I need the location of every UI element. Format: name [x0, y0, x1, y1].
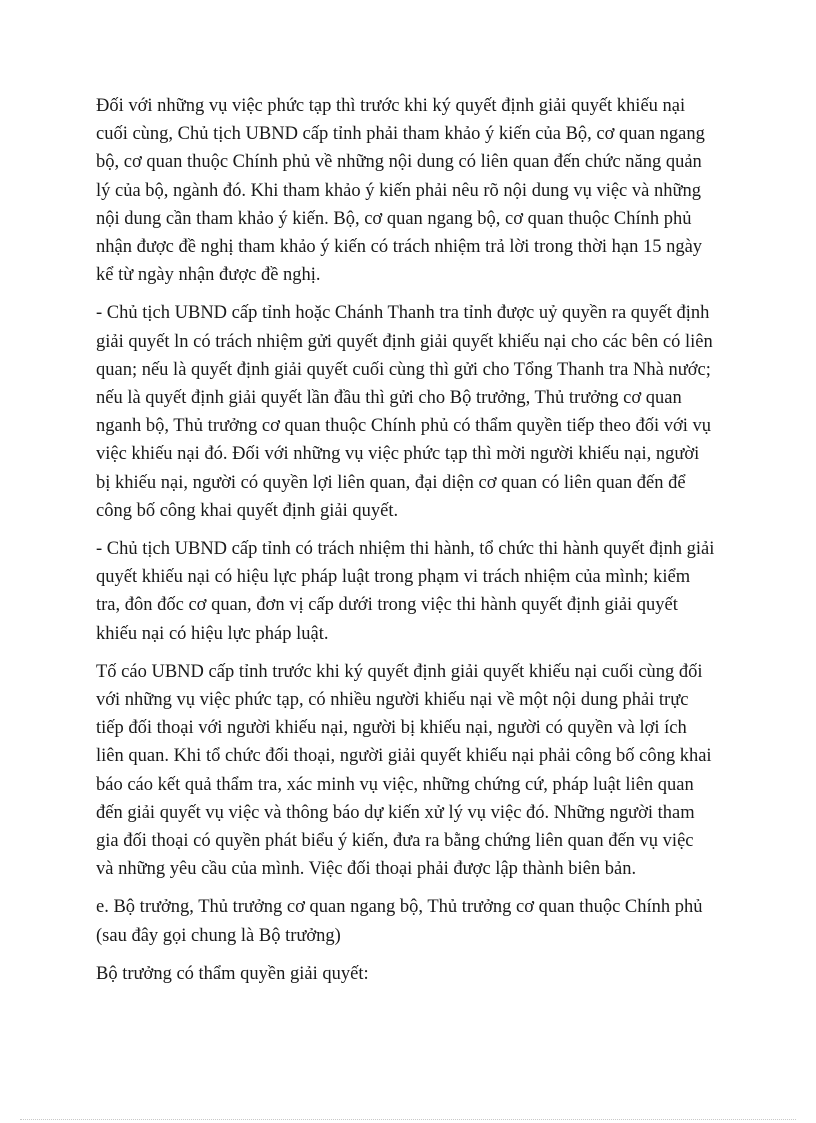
text-line: quyết khiếu nại có hiệu lực pháp luật trong phạm vi trách nhiệm của mình; kiểm	[96, 567, 691, 588]
text-line: - Chủ tịch UBND cấp tỉnh hoặc Chánh Thanh tra tỉnh được uỷ quyền ra quyết định	[96, 303, 710, 324]
text-line: lý của bộ, ngành đó. Khi tham khảo ý kiến phải nêu rõ nội dung vụ việc và những	[96, 180, 701, 201]
text-line: nhận được đề nghị tham khảo ý kiến có trách nhiệm trả lời trong thời hạn 15 ngày	[96, 237, 703, 258]
text-line: nếu là quyết định giải quyết lần đầu thì gửi cho Bộ trưởng, Thủ trưởng cơ quan	[96, 388, 682, 409]
document-body	[96, 92, 724, 998]
text-line: việc khiếu nại đó. Đối với những vụ việc phức tạp thì mời người khiếu nại, người	[96, 444, 700, 465]
paragraph-enforcement	[96, 535, 724, 648]
text-line: kể từ ngày nhận được đề nghị.	[96, 265, 321, 286]
text-line: tiếp đối thoại với người khiếu nại, người bị khiếu nại, người có quyền và lợi ích	[96, 718, 687, 739]
text-line: - Chủ tịch UBND cấp tỉnh có trách nhiệm thi hành, tổ chức thi hành quyết định giải	[96, 539, 715, 560]
text-line: khiếu nại có hiệu lực pháp luật.	[96, 623, 329, 644]
text-line: giải quyết ln có trách nhiệm gửi quyết định giải quyết khiếu nại cho các bên có liên	[96, 331, 713, 352]
text-line: quan; nếu là quyết định giải quyết cuối cùng thì gửi cho Tổng Thanh tra Nhà nước;	[96, 359, 711, 380]
text-line: (sau đây gọi chung là Bộ trưởng)	[96, 925, 341, 946]
text-line: nganh bộ, Thủ trưởng cơ quan thuộc Chính phủ có thẩm quyền tiếp theo đối với vụ	[96, 416, 712, 437]
text-line: Đối với những vụ việc phức tạp thì trước khi ký quyết định giải quyết khiếu nại	[96, 96, 686, 116]
text-line: Tố cáo UBND cấp tỉnh trước khi ký quyết định giải quyết khiếu nại cuối cùng đối	[96, 661, 703, 682]
text-line: Bộ trưởng có thẩm quyền giải quyết:	[96, 963, 369, 984]
text-line: đến giải quyết vụ việc và thông báo dự kiến xử lý vụ việc đó. Những người tham	[96, 802, 695, 823]
text-line: nội dung cần tham khảo ý kiến. Bộ, cơ quan ngang bộ, cơ quan thuộc Chính phủ	[96, 208, 692, 229]
text-line: bộ, cơ quan thuộc Chính phủ về những nội dung có liên quan đến chức năng quản	[96, 152, 702, 173]
text-line: báo cáo kết quả thẩm tra, xác minh vụ việc, những chứng cứ, pháp luật liên quan	[96, 774, 694, 795]
text-line: gia đối thoại có quyền phát biểu ý kiến, đưa ra bằng chứng liên quan đến vụ việc	[96, 831, 694, 852]
page-bottom-divider	[20, 1119, 796, 1120]
paragraph-minister-authority	[96, 960, 724, 988]
text-line: e. Bộ trưởng, Thủ trưởng cơ quan ngang bộ, Thủ trưởng cơ quan thuộc Chính phủ	[96, 897, 703, 918]
text-line: bị khiếu nại, người có quyền lợi liên quan, đại diện cơ quan có liên quan đến để	[96, 472, 686, 493]
text-line: liên quan. Khi tổ chức đối thoại, người giải quyết khiếu nại phải công bố công khai	[96, 746, 712, 767]
text-line: cuối cùng, Chủ tịch UBND cấp tỉnh phải tham khảo ý kiến của Bộ, cơ quan ngang	[96, 124, 705, 145]
section-heading-minister	[96, 893, 724, 949]
paragraph-consultation	[96, 92, 724, 289]
paragraph-dialogue	[96, 658, 724, 884]
text-line: tra, đôn đốc cơ quan, đơn vị cấp dưới trong việc thi hành quyết định giải quyết	[96, 595, 678, 616]
paragraph-sending-decision	[96, 299, 724, 525]
text-line: và những yêu cầu của mình. Việc đối thoại phải được lập thành biên bản.	[96, 859, 637, 880]
text-line: công bố công khai quyết định giải quyết.	[96, 500, 399, 521]
text-line: với những vụ việc phức tạp, có nhiều người khiếu nại về một nội dung phải trực	[96, 690, 689, 711]
